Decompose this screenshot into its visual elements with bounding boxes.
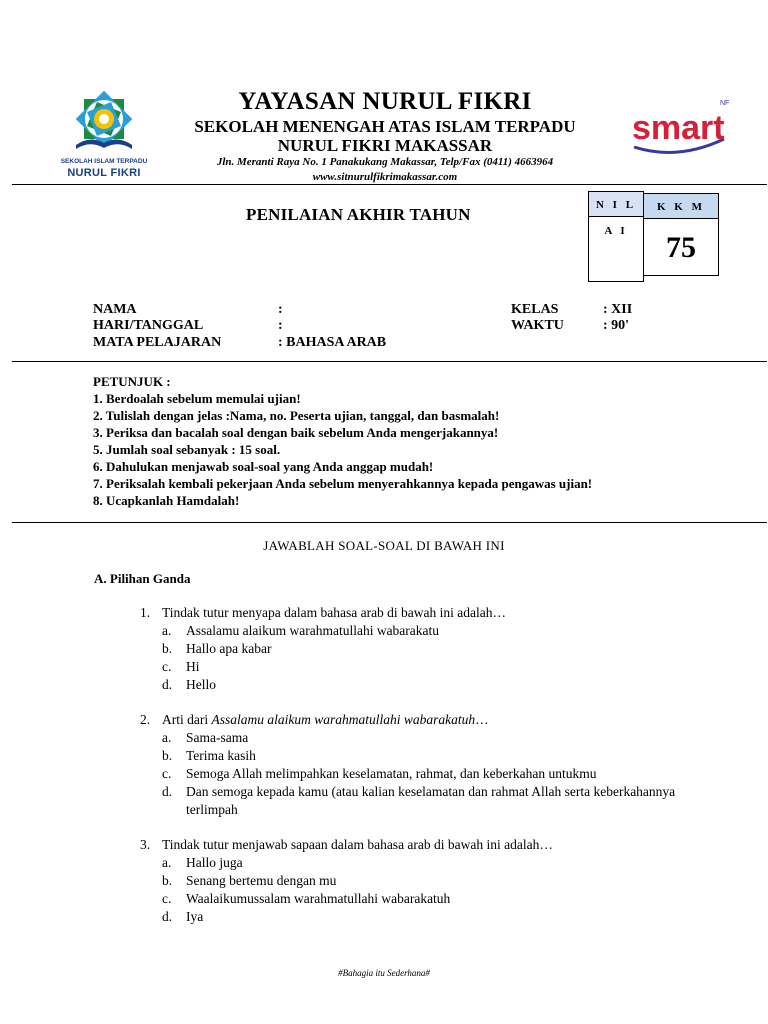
kelas-label: KELAS <box>511 302 559 317</box>
option-2d[interactable] <box>140 783 680 819</box>
option-3b[interactable] <box>140 872 680 890</box>
option-letter: b. <box>162 748 173 763</box>
option-3d[interactable] <box>140 908 680 926</box>
smart-logo-icon <box>628 95 736 165</box>
question-text: Tindak tutur menyapa dalam bahasa arab di bawah ini adalah… <box>162 605 507 620</box>
nama-field[interactable]: : <box>278 302 283 317</box>
school-address: Jln. Meranti Raya No. 1 Panakukang Makassar, Telp/Fax (0411) 4663964 <box>216 156 554 168</box>
option-2a[interactable] <box>140 729 680 747</box>
instruction-line: 5. Jumlah soal sebanyak : 15 soal. <box>93 442 281 457</box>
option-text: Hello <box>186 677 216 692</box>
nama-label: NAMA <box>93 302 137 317</box>
option-text: Senang bertemu dengan mu <box>186 873 337 888</box>
option-text: Hi <box>186 659 200 674</box>
page-footer: #Bahagia itu Sederhana# <box>338 968 430 978</box>
option-letter: d. <box>162 677 173 692</box>
option-letter: c. <box>162 766 172 781</box>
instruction-line: 8. Ucapkanlah Hamdalah! <box>93 493 240 508</box>
instruction-line: 7. Periksalah kembali pekerjaan Anda sebelum menyerahkannya kepada pengawas ujian! <box>93 476 593 491</box>
kelas-value: : XII <box>603 302 633 317</box>
hari-tanggal-label: HARI/TANGGAL <box>93 318 204 333</box>
school-name-title: NURUL FIKRI MAKASSAR <box>277 136 493 155</box>
option-2c[interactable] <box>140 765 680 783</box>
option-1c[interactable] <box>140 658 680 676</box>
foundation-title: YAYASAN NURUL FIKRI <box>238 88 532 115</box>
waktu-label: WAKTU <box>511 318 564 333</box>
question-2 <box>140 711 680 819</box>
option-letter: a. <box>162 730 172 745</box>
option-text: Hallo juga <box>186 855 243 870</box>
school-logo <box>58 85 150 185</box>
mata-pelajaran-value: : BAHASA ARAB <box>278 335 387 350</box>
option-text: Assalamu alaikum warahmatullahi wabarakatu <box>186 623 440 638</box>
exam-title: PENILAIAN AKHIR TAHUN <box>246 205 471 224</box>
option-text: Sama-sama <box>186 730 249 745</box>
hari-tanggal-field[interactable]: : <box>278 318 283 333</box>
logo-caption-bottom: NURUL FIKRI <box>67 167 141 179</box>
question-text-pre: Arti dari <box>162 712 212 727</box>
question-text-post: … <box>475 712 489 727</box>
kkm-value: 75 <box>643 218 719 276</box>
instructions-heading: PETUNJUK : <box>93 374 171 389</box>
waktu-value: : 90' <box>603 318 630 333</box>
section-title: JAWABLAH SOAL-SOAL DI BAWAH INI <box>263 538 505 553</box>
section-a-heading: A. Pilihan Ganda <box>94 571 191 586</box>
identity-rule <box>12 361 767 362</box>
instruction-line: 2. Tulislah dengan jelas :Nama, no. Peserta ujian, tanggal, dan basmalah! <box>93 408 500 423</box>
option-text: Terima kasih <box>186 748 256 763</box>
question-1 <box>140 604 680 694</box>
instruction-line: 6. Dahulukan menjawab soal-soal yang Anda anggap mudah! <box>93 459 434 474</box>
option-3c[interactable] <box>140 890 680 908</box>
option-letter: c. <box>162 659 172 674</box>
question-text <box>162 711 489 729</box>
question-number: 3. <box>140 837 151 852</box>
instructions <box>93 373 676 509</box>
question-number: 1. <box>140 605 151 620</box>
question-text-italic: Assalamu alaikum warahmatullahi wabarakatuh <box>211 712 476 727</box>
nilai-label: N I L A I <box>588 191 644 217</box>
instruction-line: 3. Periksa dan bacalah soal dengan baik sebelum Anda mengerjakannya! <box>93 425 499 440</box>
question-number: 2. <box>140 712 151 727</box>
nilai-score-box[interactable] <box>588 216 644 282</box>
mata-pelajaran-label: MATA PELAJARAN <box>93 335 222 350</box>
school-type-title: SEKOLAH MENENGAH ATAS ISLAM TERPADU <box>194 117 576 136</box>
option-1a[interactable] <box>140 622 680 640</box>
nurul-fikri-star-logo-icon <box>68 85 140 157</box>
option-text: Semoga Allah melimpahkan keselamatan, rahmat, dan keberkahan untukmu <box>186 766 597 781</box>
option-3a[interactable] <box>140 854 680 872</box>
option-2b[interactable] <box>140 747 680 765</box>
logo-caption-top: SEKOLAH ISLAM TERPADU <box>60 158 148 165</box>
option-letter: d. <box>162 909 173 924</box>
option-letter: b. <box>162 873 173 888</box>
kkm-label: K K M <box>643 193 719 219</box>
option-text: Waalaikumussalam warahmatullahi wabarakatuh <box>186 891 451 906</box>
instructions-rule <box>12 522 767 523</box>
smart-logo-sup: NF <box>720 100 730 107</box>
option-letter: a. <box>162 855 172 870</box>
option-1b[interactable] <box>140 640 680 658</box>
smart-logo-text: smart <box>632 109 725 147</box>
question-text: Tindak tutur menjawab sapaan dalam bahasa arab di bawah ini adalah… <box>162 837 553 852</box>
header-rule <box>12 184 767 185</box>
option-letter: c. <box>162 891 172 906</box>
option-text: Iya <box>186 909 204 924</box>
instruction-line: 1. Berdoalah sebelum memulai ujian! <box>93 391 301 406</box>
question-3 <box>140 836 680 926</box>
smart-logo <box>628 95 736 165</box>
option-text: Dan semoga kepada kamu (atau kalian keselamatan dan rahmat Allah serta keberkahannya terlimpah <box>186 784 676 817</box>
option-letter: b. <box>162 641 173 656</box>
option-1d[interactable] <box>140 676 680 694</box>
option-text: Hallo apa kabar <box>186 641 272 656</box>
option-letter: d. <box>162 784 173 799</box>
option-letter: a. <box>162 623 172 638</box>
school-website: www.sitnurulfikrimakassar.com <box>312 171 458 183</box>
